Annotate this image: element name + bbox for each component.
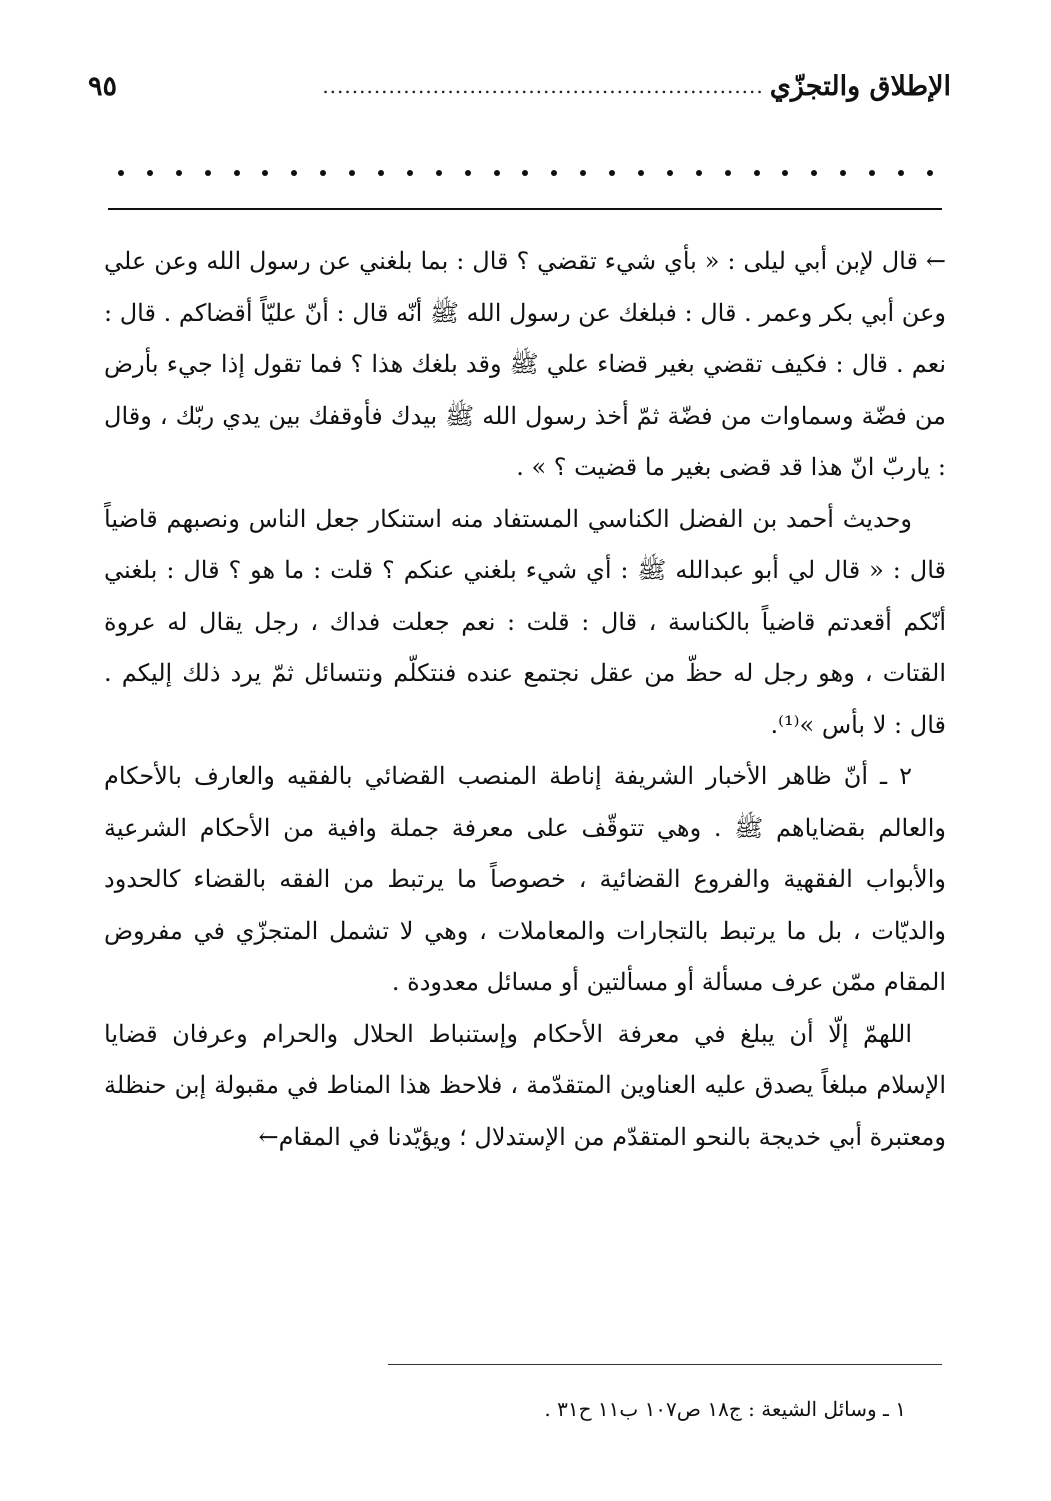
separator-dot	[898, 170, 904, 176]
header-rule	[108, 208, 942, 210]
paragraph-exception: اللهمّ إلّا أن يبلغ في معرفة الأحكام وإستنباط الحلال والحرام وعرفان قضايا الإسلام مبلغاً يصدق عليه العناوين المتقدّمة ، فلاحظ هذا المناط في مقبولة إبن حنظلة ومعتبرة أبي خديجة بالنحو المتقدّم من الإستدلال ؛ ويؤيّدنا في المقام←	[104, 1019, 946, 1151]
separator-dot	[436, 170, 442, 176]
separator-dot	[291, 170, 297, 176]
separator-dot	[609, 170, 615, 176]
separator-dot	[262, 170, 268, 176]
main-text	[104, 236, 946, 1163]
separator-dot	[234, 170, 240, 176]
separator-dot	[754, 170, 760, 176]
paragraph-continued-quote: ← قال لإبن أبي ليلى : « بأي شيء تقضي ؟ قال : بما بلغني عن رسول الله وعن علي وعن أبي بكر وعمر . قال : فبلغك عن رسول الله ﷺ أنّه قال : أنّ عليّاً أقضاكم . قال : نعم . قال : فكيف تقضي بغير قضاء علي ﷺ وقد بلغك هذا ؟ فما تقول إذا جيء بأرض من فضّة وسماوات من فضّة ثمّ أخذ رسول الله ﷺ بيدك فأوقفك بين يدي ربّك ، وقال : ياربّ انّ هذا قد قضى بغير ما قضيت ؟ » .	[104, 247, 946, 481]
separator-dot	[205, 170, 211, 176]
separator-dot	[840, 170, 846, 176]
separator-dot	[176, 170, 182, 176]
separator-dot	[407, 170, 413, 176]
separator-dot	[551, 170, 557, 176]
separator-dot	[147, 170, 153, 176]
separator-dot	[522, 170, 528, 176]
separator-dot	[638, 170, 644, 176]
separator-dot	[320, 170, 326, 176]
running-header	[88, 62, 951, 110]
separator-dot	[667, 170, 673, 176]
footnote: ١ ـ وسائل الشيعة : ج١٨ ص١٠٧ ب١١ ح٣١ .	[544, 1397, 906, 1421]
separator-dot	[869, 170, 875, 176]
page-number: ٩٥	[88, 70, 118, 102]
dotted-separator	[118, 158, 933, 188]
separator-dot	[349, 170, 355, 176]
separator-dot	[725, 170, 731, 176]
separator-dot	[118, 170, 124, 176]
separator-dot	[378, 170, 384, 176]
chapter-title: الإطلاق والتجزّي	[769, 70, 951, 102]
separator-dot	[696, 170, 702, 176]
paragraph-point-2: ٢ ـ أنّ ظاهر الأخبار الشريفة إناطة المنصب القضائي بالفقيه والعارف بالأحكام والعالم بقضاياهم ﷺ . وهي تتوقّف على معرفة جملة وافية من الأحكام الشرعية والأبواب الفقهية والفروع القضائية ، خصوصاً ما يرتبط من الفقه بالقضاء كالحدود والديّات ، بل ما يرتبط بالتجارات والمعاملات ، وهي لا تشمل المتجزّي في مفروض المقام ممّن عرف مسألة أو مسألتين أو مسائل معدودة .	[104, 762, 946, 996]
separator-dot	[927, 170, 933, 176]
separator-dot	[782, 170, 788, 176]
separator-dot	[494, 170, 500, 176]
dot-leader: ............................................................	[322, 76, 764, 96]
paragraph-kunasi-hadith: وحديث أحمد بن الفضل الكناسي المستفاد منه استنكار جعل الناس ونصبهم قاضياً قال : « قال لي أبو عبدالله ﷺ : أي شيء بلغني عنكم ؟ قلت : ما هو ؟ قال : بلغني أنّكم أقعدتم قاضياً بالكناسة ، قال : قلت : نعم جعلت فداك ، رجل يقال له عروة القتات ، وهو رجل له حظّ من عقل نجتمع عنده فنتكلّم ونتسائل ثمّ يرد ذلك إليكم . قال : لا بأس »⁽¹⁾.	[104, 504, 946, 739]
separator-dot	[465, 170, 471, 176]
footnote-rule	[388, 1364, 942, 1365]
separator-dot	[811, 170, 817, 176]
separator-dot	[580, 170, 586, 176]
